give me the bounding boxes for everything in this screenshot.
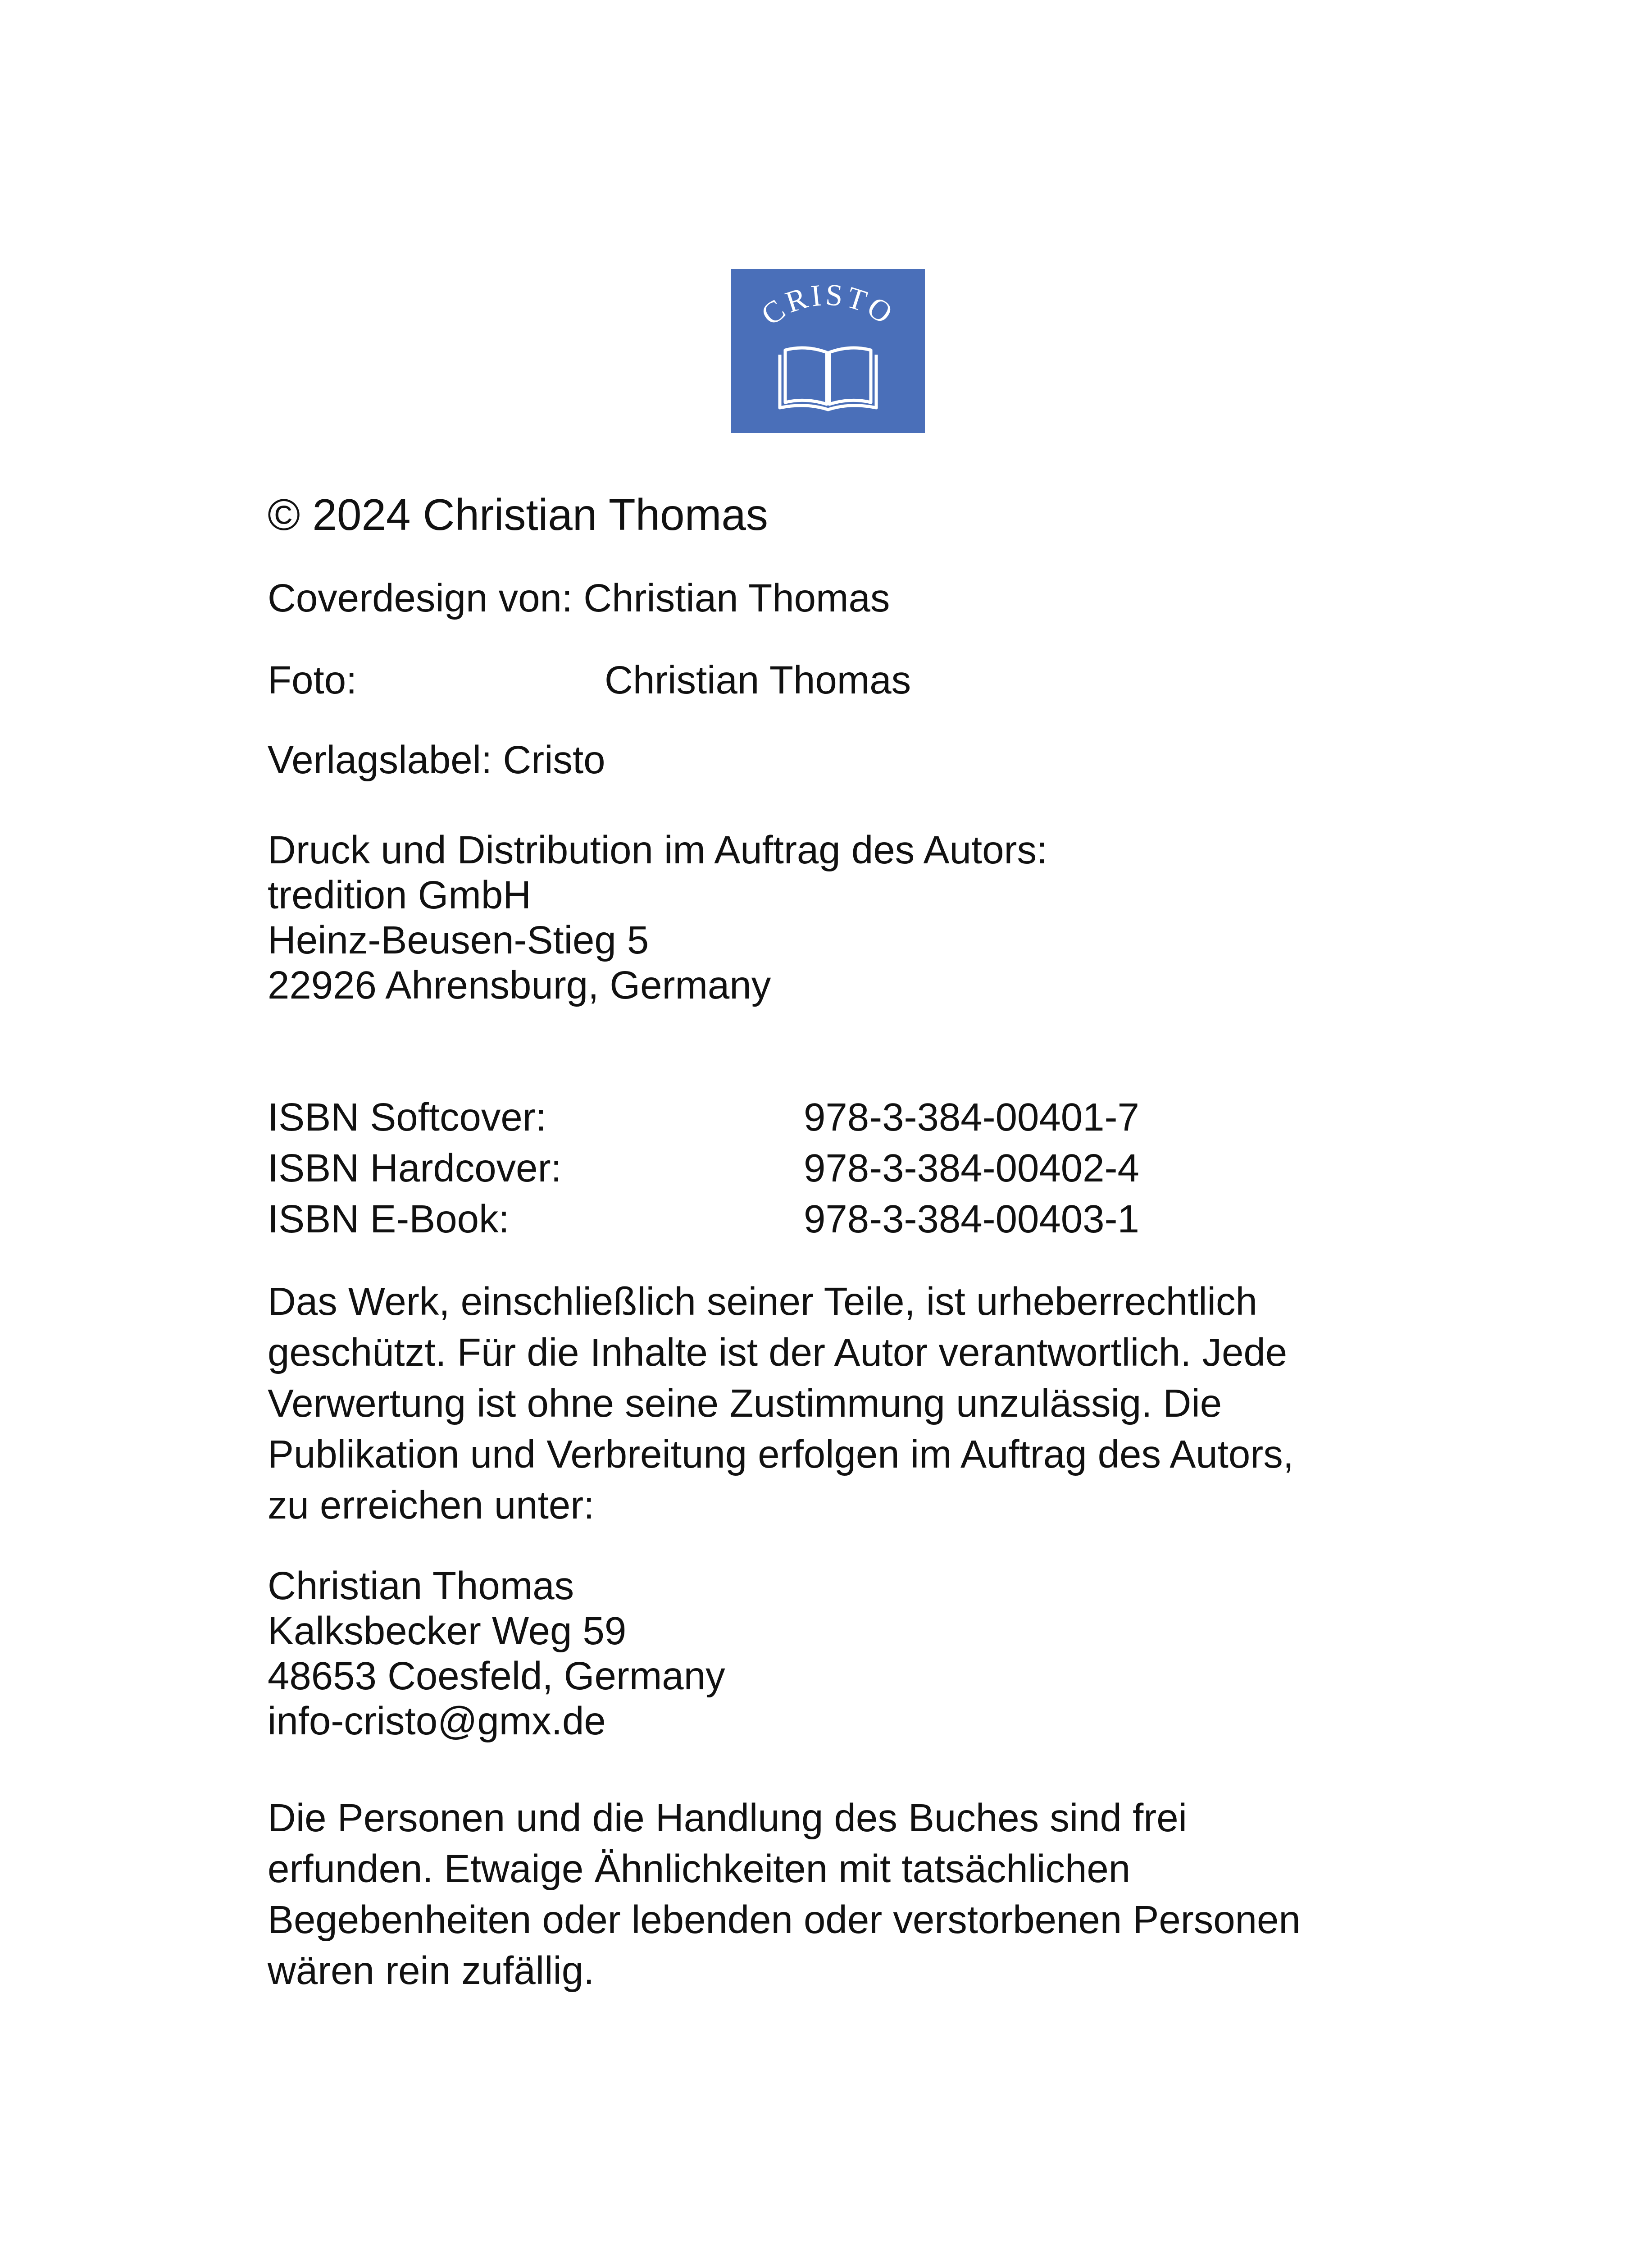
disclaimer-line: Begebenheiten oder lebenden oder verstorbenen Personen	[268, 1898, 1301, 1942]
cristo-logo-graphic	[731, 269, 925, 433]
isbn-row-ebook	[268, 1197, 1139, 1242]
open-book-icon	[780, 348, 876, 410]
copyright-line: © 2024 Christian Thomas	[268, 490, 768, 539]
author-city: 48653 Coesfeld, Germany	[268, 1654, 725, 1698]
isbn-row-softcover	[268, 1095, 1139, 1140]
disclaimer-paragraph	[268, 1792, 1301, 1996]
rights-line: Das Werk, einschließlich seiner Teile, ist urheberrechtlich	[268, 1280, 1257, 1323]
isbn-value: 978-3-384-00402-4	[804, 1146, 1139, 1190]
cover-design-label: Coverdesign von:	[268, 576, 573, 620]
cover-design-row	[268, 576, 890, 621]
author-email: info-cristo@gmx.de	[268, 1699, 606, 1743]
photo-row	[268, 658, 911, 703]
publisher-label-value: Cristo	[503, 738, 605, 782]
printing-line: 22926 Ahrensburg, Germany	[268, 963, 771, 1007]
rights-line: Publikation und Verbreitung erfolgen im Auftrag des Autors,	[268, 1432, 1294, 1476]
rights-line: Verwertung ist ohne seine Zustimmung unzulässig. Die	[268, 1382, 1222, 1425]
printing-line: tredition GmbH	[268, 873, 532, 917]
isbn-value: 978-3-384-00401-7	[804, 1095, 1139, 1139]
photo-label: Foto:	[268, 658, 357, 702]
publisher-label-label: Verlagslabel:	[268, 738, 492, 782]
rights-line: zu erreichen unter:	[268, 1483, 595, 1527]
rights-paragraph	[268, 1276, 1294, 1531]
disclaimer-line: erfunden. Etwaige Ähnlichkeiten mit tatsächlichen	[268, 1847, 1131, 1891]
logo-text: CRISTO	[755, 277, 901, 332]
printing-block	[268, 828, 1047, 1008]
rights-line: geschützt. Für die Inhalte ist der Autor verantwortlich. Jede	[268, 1331, 1288, 1374]
isbn-value: 978-3-384-00403-1	[804, 1197, 1139, 1241]
disclaimer-line: Die Personen und die Handlung des Buches sind frei	[268, 1796, 1187, 1840]
disclaimer-line: wären rein zufällig.	[268, 1949, 595, 1993]
isbn-label: ISBN Hardcover:	[268, 1146, 562, 1190]
photo-value: Christian Thomas	[605, 658, 911, 702]
author-street: Kalksbecker Weg 59	[268, 1609, 627, 1653]
isbn-label: ISBN Softcover:	[268, 1095, 546, 1139]
publisher-logo	[731, 269, 925, 433]
printing-heading: Druck und Distribution im Auftrag des Autors:	[268, 828, 1048, 872]
cover-design-value: Christian Thomas	[583, 576, 890, 620]
publisher-label-row	[268, 738, 605, 783]
isbn-row-hardcover	[268, 1146, 1139, 1191]
printing-line: Heinz-Beusen-Stieg 5	[268, 918, 649, 962]
isbn-label: ISBN E-Book:	[268, 1197, 510, 1241]
author-contact-block	[268, 1564, 725, 1744]
author-name: Christian Thomas	[268, 1564, 574, 1608]
